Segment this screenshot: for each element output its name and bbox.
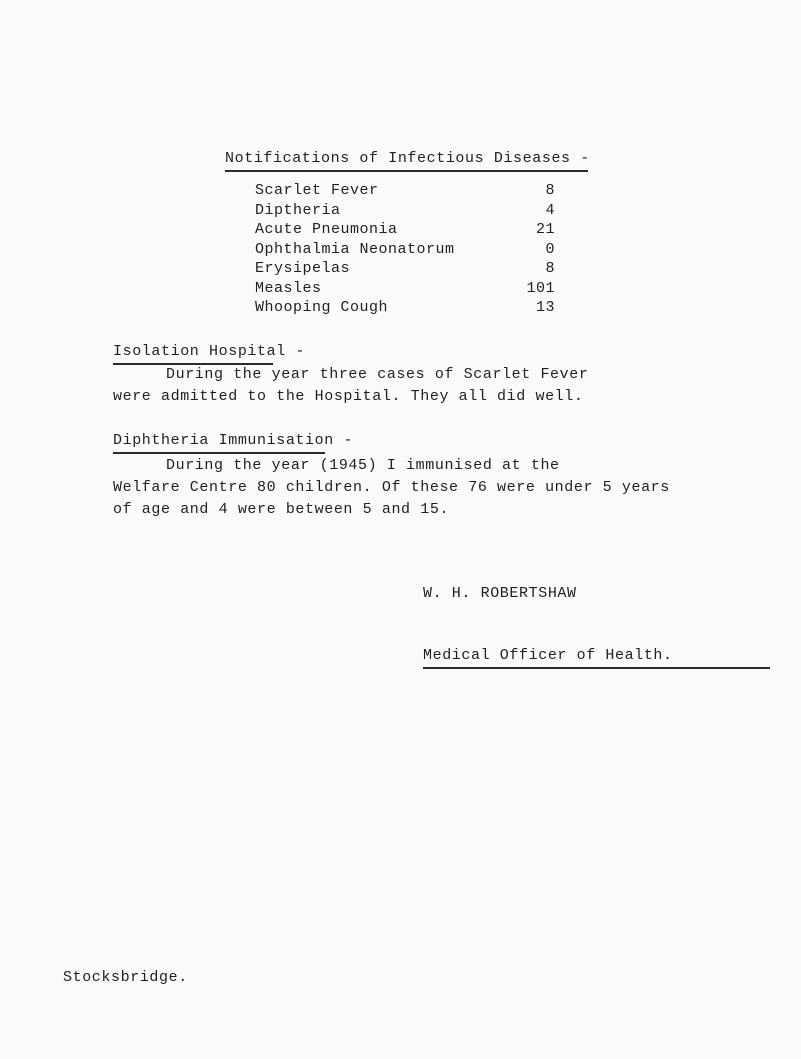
signature-name: W. H. ROBERTSHAW — [423, 585, 577, 602]
disease-name: Whooping Cough — [255, 299, 389, 316]
table-row — [255, 299, 555, 319]
disease-count: 0 — [545, 240, 555, 258]
disease-name: Ophthalmia Neonatorum — [255, 240, 455, 258]
isolation-text-line-2: were admitted to the Hospital. They all did well. — [113, 388, 584, 405]
disease-name: Diptheria — [255, 201, 341, 219]
table-row — [255, 260, 555, 280]
immunisation-heading-underline — [113, 452, 325, 454]
notifications-heading: Notifications of Infectious Diseases - — [225, 150, 590, 167]
diseases-table — [255, 182, 555, 319]
disease-count: 8 — [545, 260, 555, 277]
disease-count: 4 — [545, 201, 555, 219]
signature-title: Medical Officer of Health. — [423, 647, 673, 664]
table-row — [255, 241, 555, 261]
immunisation-text-line-1: During the year (1945) I immunised at the — [166, 457, 560, 474]
table-row — [255, 182, 555, 202]
notifications-heading-underline — [225, 170, 588, 172]
disease-count: 21 — [535, 221, 555, 238]
immunisation-text-line-2: Welfare Centre 80 children. Of these 76 were under 5 years — [113, 479, 670, 496]
disease-count: 101 — [526, 279, 555, 297]
table-row — [255, 280, 555, 300]
disease-count: 8 — [545, 182, 555, 199]
isolation-heading: Isolation Hospital - — [113, 343, 306, 360]
disease-count: 13 — [535, 299, 555, 316]
disease-name: Acute Pneumonia — [255, 221, 398, 238]
signature-title-underline — [423, 667, 770, 669]
isolation-text-line-1: During the year three cases of Scarlet Fever — [166, 366, 589, 383]
immunisation-heading: Diphtheria Immunisation - — [113, 432, 354, 449]
table-row — [255, 202, 555, 222]
disease-name: Erysipelas — [255, 260, 351, 277]
disease-name: Measles — [255, 279, 322, 297]
immunisation-text-line-3: of age and 4 were between 5 and 15. — [113, 501, 450, 518]
disease-name: Scarlet Fever — [255, 182, 379, 199]
table-row — [255, 221, 555, 241]
footer-place: Stocksbridge. — [63, 969, 188, 986]
